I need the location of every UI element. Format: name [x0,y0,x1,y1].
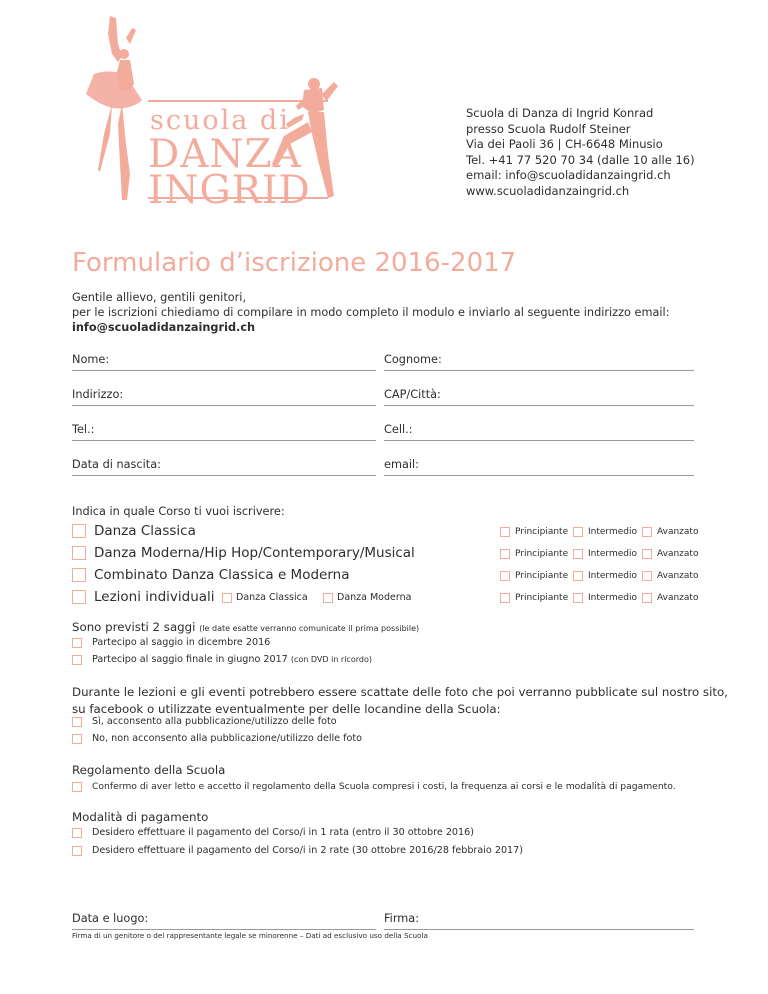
level-checkbox[interactable] [500,527,510,537]
saggio-checkbox[interactable] [72,655,82,665]
photos-yes-option[interactable] [72,716,337,727]
saggio-dicembre-option[interactable] [72,637,270,648]
data-luogo-label: Data e luogo: [72,912,149,925]
data-nascita-label: Data di nascita: [72,458,161,471]
individual-label: Danza Moderna [337,592,412,603]
cap-citta-label: CAP/Città: [384,388,441,401]
level-label: Intermedio [588,593,637,603]
level-checkbox[interactable] [642,593,652,603]
level-checkbox[interactable] [500,549,510,559]
level-checkbox[interactable] [573,571,583,581]
course-checkbox[interactable] [72,546,86,560]
pagamento-1-rata-option[interactable] [72,827,474,838]
photos-text [72,684,728,718]
course-name: Combinato Danza Classica e Moderna [94,567,350,583]
data-luogo-field[interactable] [72,911,376,930]
regolamento-option[interactable] [72,781,676,792]
level-checkbox[interactable] [573,593,583,603]
course-name: Danza Moderna/Hip Hop/Contemporary/Musical [94,545,415,561]
firma-label: Firma: [384,912,419,925]
saggi-heading [72,620,419,634]
logo-text-ingrid: INGRID [148,168,311,213]
indirizzo-label: Indirizzo: [72,388,124,401]
course-name: Lezioni individuali [94,589,215,605]
level-label: Intermedio [588,527,637,537]
course-name: Danza Classica [94,523,196,539]
level-option[interactable] [573,571,637,581]
level-option[interactable] [642,571,698,581]
courses-heading: Indica in quale Corso ti vuoi iscrivere: [72,505,285,518]
address-line: www.scuoladidanzaingrid.ch [466,183,630,198]
cognome-label: Cognome: [384,353,442,366]
regolamento-label: Confermo di aver letto e accetto il regolamento della Scuola compresi i costi, la frequenza ai corsi e le modalità di pagamento. [92,781,676,792]
level-checkbox[interactable] [642,549,652,559]
level-label: Avanzato [657,571,699,581]
level-checkbox[interactable] [573,549,583,559]
course-checkbox[interactable] [72,568,86,582]
level-option[interactable] [642,593,698,603]
level-label: Avanzato [657,527,699,537]
address-line: Scuola di Danza di Ingrid Konrad [466,106,654,120]
saggio-giugno-option[interactable] [72,654,372,665]
saggio-note: (con DVD in ricordo) [290,655,372,664]
course-row [72,523,196,539]
individual-moderna-option[interactable] [323,592,411,603]
cap-citta-field[interactable] [384,387,694,406]
level-label: Intermedio [588,549,637,559]
level-option[interactable] [500,571,568,581]
address-line: presso Scuola Rudolf Steiner [466,121,631,136]
pagamento-2-rate-option[interactable] [72,845,523,856]
photos-line: Durante le lezioni e gli eventi potrebbero essere scattate delle foto che poi verranno pubblicate sul nostro sito, [72,685,728,699]
course-row [72,589,215,605]
level-option[interactable] [500,527,568,537]
tel-field[interactable] [72,422,376,441]
email-label: email: [384,458,419,471]
address-line: email: info@scuoladidanzaingrid.ch [466,168,671,183]
saggio-checkbox[interactable] [72,638,82,648]
regolamento-checkbox[interactable] [72,782,82,792]
photos-line: su facebook o utilizzate eventualmente per delle locandine della Scuola: [72,702,501,716]
logo-text-scuola: scuola di [150,105,290,136]
pagamento-heading: Modalità di pagamento [72,810,209,824]
level-option[interactable] [500,549,568,559]
level-option[interactable] [500,593,568,603]
school-address [466,106,695,200]
level-label: Principiante [515,593,569,603]
level-checkbox[interactable] [642,527,652,537]
individual-checkbox[interactable] [323,593,333,603]
page-title: Formulario d’iscrizione 2016-2017 [72,248,517,278]
course-row [72,545,415,561]
level-checkbox[interactable] [500,571,510,581]
intro-text [72,290,670,335]
level-checkbox[interactable] [642,571,652,581]
saggi-title: Sono previsti 2 saggi [72,620,196,634]
course-checkbox[interactable] [72,590,86,604]
indirizzo-field[interactable] [72,387,376,406]
intro-line: per le iscrizioni chiediamo di compilare in modo completo il modulo e inviarlo al seguente indirizzo email: [72,306,670,319]
level-label: Principiante [515,527,569,537]
data-nascita-field[interactable] [72,457,376,476]
saggi-note: (le date esatte verranno comunicate il prima possibile) [199,624,420,633]
pagamento-label: Desidero effettuare il pagamento del Corso/i in 2 rate (30 ottobre 2016/28 febbraio 2017) [92,845,523,856]
level-checkbox[interactable] [573,527,583,537]
school-logo [72,14,352,214]
course-checkbox[interactable] [72,524,86,538]
level-option[interactable] [573,593,637,603]
course-row [72,567,349,583]
pagamento-label: Desidero effettuare il pagamento del Corso/i in 1 rata (entro il 30 ottobre 2016) [92,827,474,838]
intro-email: info@scuoladidanzaingrid.ch [72,321,256,334]
nome-field[interactable] [72,352,376,371]
pagamento-checkbox[interactable] [72,828,82,838]
regolamento-heading: Regolamento della Scuola [72,763,226,777]
firma-field[interactable] [384,911,694,930]
photos-label: No, non acconsento alla pubblicazione/utilizzo delle foto [92,733,363,744]
address-line: Via dei Paoli 36 | CH-6648 Minusio [466,137,663,152]
level-label: Principiante [515,571,569,581]
individual-label: Danza Classica [236,592,308,603]
photos-no-option[interactable] [72,733,362,744]
cell-field[interactable] [384,422,694,441]
pagamento-checkbox[interactable] [72,846,82,856]
cell-label: Cell.: [384,423,413,436]
saggio-label: Partecipo al saggio finale in giugno 2017 [92,654,288,665]
tel-label: Tel.: [72,423,95,436]
cognome-field[interactable] [384,352,694,371]
level-label: Principiante [515,549,569,559]
footnote: Firma di un genitore o del rappresentante legale se minorenne – Dati ad esclusivo uso della Scuola [72,931,428,940]
level-label: Avanzato [657,593,699,603]
intro-line: Gentile allievo, gentili genitori, [72,291,247,304]
individual-checkbox[interactable] [222,593,232,603]
level-option[interactable] [642,527,698,537]
photos-checkbox[interactable] [72,717,82,727]
level-option[interactable] [642,549,698,559]
level-option[interactable] [573,527,637,537]
level-label: Intermedio [588,571,637,581]
level-label: Avanzato [657,549,699,559]
logo-text-danza: DANZA [148,132,302,177]
individual-classica-option[interactable] [222,592,308,603]
nome-label: Nome: [72,353,110,366]
level-checkbox[interactable] [500,593,510,603]
email-field[interactable] [384,457,694,476]
photos-label: Sì, acconsento alla pubblicazione/utilizzo delle foto [92,716,337,727]
saggio-label: Partecipo al saggio in dicembre 2016 [92,637,271,648]
address-line: Tel. +41 77 520 70 34 (dalle 10 alle 16) [466,152,695,167]
level-option[interactable] [573,549,637,559]
photos-checkbox[interactable] [72,734,82,744]
